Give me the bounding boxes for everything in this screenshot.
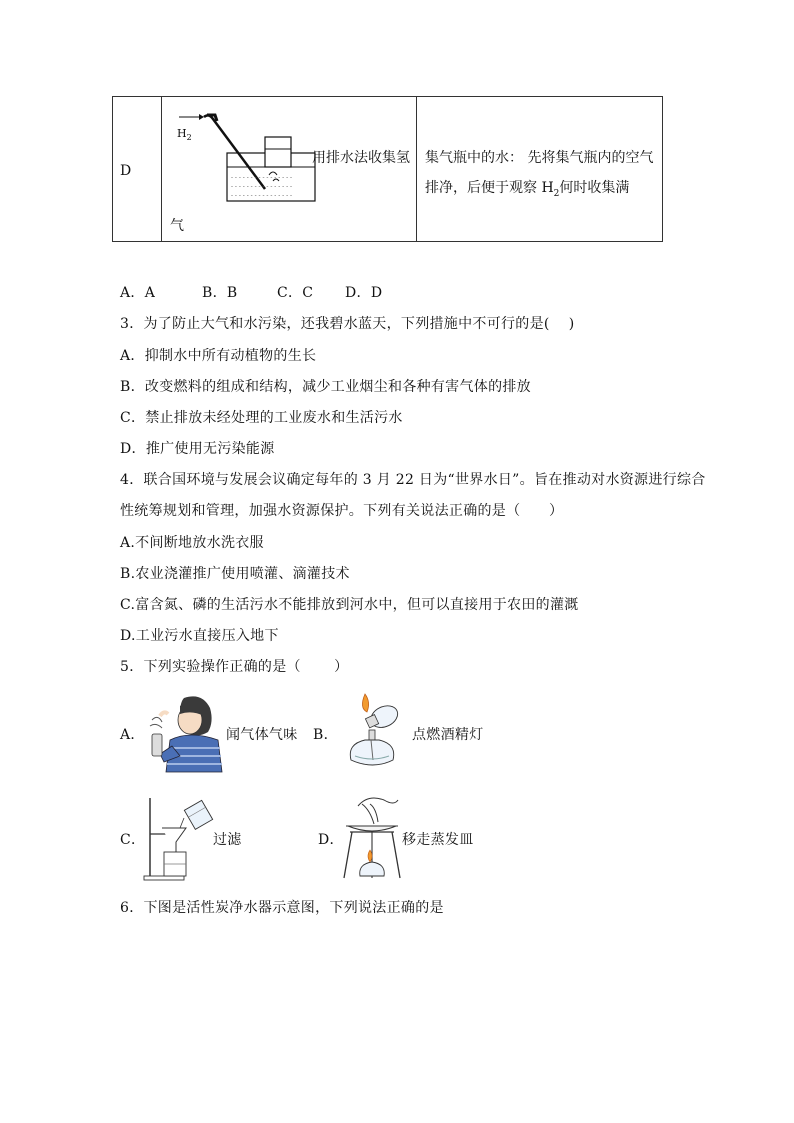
evaporating-dish-illustration bbox=[340, 794, 404, 882]
q5-stem: 5．下列实验操作正确的是（ ） bbox=[120, 659, 349, 675]
q5-option-c-caption: 过滤 bbox=[213, 832, 242, 848]
smelling-gas-illustration bbox=[146, 690, 224, 774]
q6-stem: 6．下图是活性炭净水器示意图，下列说法正确的是 bbox=[120, 900, 444, 916]
q5-option-d-letter: D． bbox=[318, 832, 344, 848]
q2-option-d: D．D bbox=[345, 285, 383, 301]
q3-stem: 3．为了防止大气和水污染，还我碧水蓝天，下列措施中不可行的是( ) bbox=[120, 316, 575, 332]
row-label-d: D bbox=[120, 163, 132, 179]
q2-option-c: C．C bbox=[277, 285, 314, 301]
svg-text:- - - - - - - - - - - - - - -: - - - - - - - - - - - - - - - - bbox=[231, 192, 293, 199]
q4-option-d: D.工业污水直接压入地下 bbox=[120, 628, 279, 644]
svg-text:- - - - - - - - - - - - - - -: - - - - - - - - - - - - - - - - bbox=[231, 183, 293, 190]
q4-option-a: A.不间断地放水洗衣服 bbox=[120, 535, 264, 551]
q3-option-a: A．抑制水中所有动植物的生长 bbox=[120, 348, 317, 364]
q5-option-a-letter: A． bbox=[120, 727, 145, 743]
filtration-illustration bbox=[140, 794, 218, 882]
alcohol-lamp-illustration bbox=[337, 690, 411, 774]
q5-option-a-caption: 闻气体气味 bbox=[226, 727, 298, 743]
q4-stem-line2: 性统筹规划和管理，加强水资源保护。下列有关说法正确的是（ ） bbox=[120, 503, 564, 519]
table-divider-1 bbox=[161, 97, 162, 241]
q5-option-c-letter: C． bbox=[120, 832, 146, 848]
q4-stem-line1: 4．联合国环境与发展会议确定每年的 3 月 22 日为“世界水日”。旨在推动对水资源进行综合 bbox=[120, 472, 706, 488]
q4-option-b: B.农业浇灌推广使用喷灌、滴灌技术 bbox=[120, 566, 350, 582]
q5-option-d-caption: 移走蒸发皿 bbox=[402, 832, 474, 848]
apparatus-h2-label: $H_2$ bbox=[177, 127, 192, 143]
q2-option-b: B．B bbox=[202, 285, 238, 301]
q5-option-b-caption: 点燃酒精灯 bbox=[412, 727, 484, 743]
explain-text-line2: 排净，后便于观察 $H_2$何时收集满 bbox=[425, 180, 630, 199]
svg-text:- - - - - - - - - - - - - - -: - - - - - - - - - - - - - - - - bbox=[231, 174, 293, 181]
q5-option-b-letter: B． bbox=[313, 727, 338, 743]
gas-collection-apparatus bbox=[173, 111, 323, 203]
explain-text-line1: 集气瓶中的水： 先将集气瓶内的空气 bbox=[425, 150, 654, 166]
answer-table bbox=[112, 96, 663, 242]
operation-text-line1: 用排水法收集氢 bbox=[312, 150, 410, 166]
q3-option-b: B．改变燃料的组成和结构，减少工业烟尘和各种有害气体的排放 bbox=[120, 379, 531, 395]
operation-text-line2: 气 bbox=[170, 218, 184, 234]
table-divider-2 bbox=[416, 97, 417, 241]
q3-option-c: C．禁止排放未经处理的工业废水和生活污水 bbox=[120, 410, 403, 426]
q3-option-d: D．推广使用无污染能源 bbox=[120, 441, 275, 457]
q4-option-c: C.富含氮、磷的生活污水不能排放到河水中，但可以直接用于农田的灌溉 bbox=[120, 597, 579, 613]
q2-option-a: A．A bbox=[120, 285, 156, 301]
